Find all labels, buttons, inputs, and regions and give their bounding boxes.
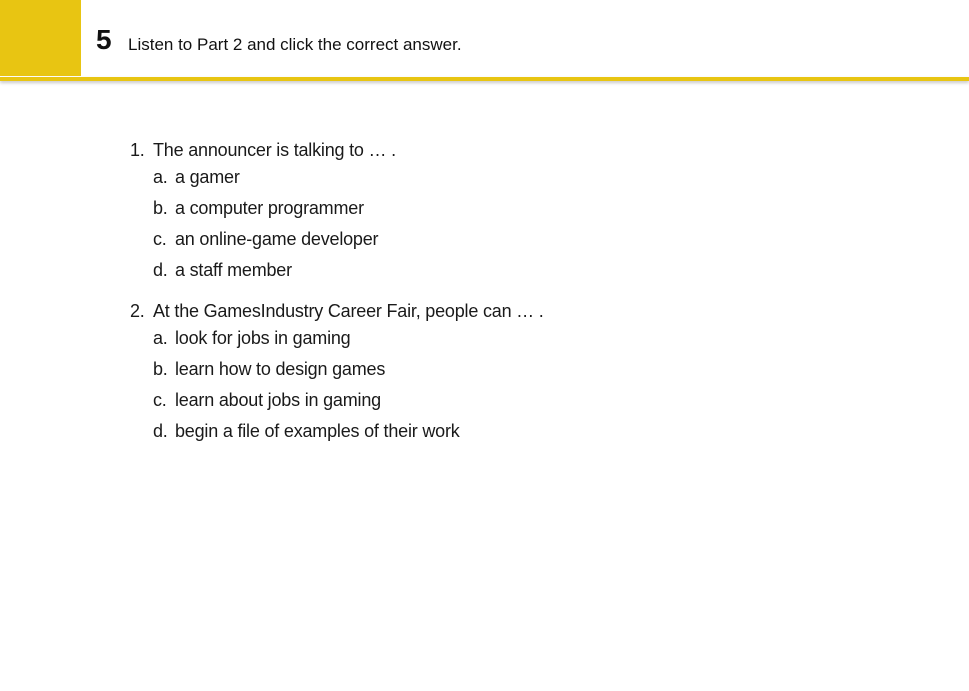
header-divider [0, 77, 969, 81]
answer-options [130, 162, 830, 286]
option-text: an online-game developer [175, 229, 379, 249]
header-accent-block [0, 0, 81, 76]
option-text: a staff member [175, 260, 292, 280]
option-letter: d. [153, 421, 168, 441]
question-text: At the GamesIndustry Career Fair, people can … . [153, 301, 544, 321]
option-letter: b. [153, 198, 168, 218]
option-letter: a. [153, 328, 168, 348]
question-stem [130, 138, 830, 162]
question-number: 1. [130, 140, 145, 160]
answer-option-2d[interactable] [153, 416, 830, 447]
option-letter: c. [153, 390, 167, 410]
option-text: learn how to design games [175, 359, 386, 379]
answer-option-1d[interactable] [153, 255, 830, 286]
option-text: begin a file of examples of their work [175, 421, 460, 441]
option-text: a computer programmer [175, 198, 364, 218]
exercise-instruction: Listen to Part 2 and click the correct answer. [128, 35, 462, 54]
question-number: 2. [130, 301, 145, 321]
answer-option-2c[interactable] [153, 385, 830, 416]
question-1 [130, 138, 830, 286]
question-text: The announcer is talking to … . [153, 140, 396, 160]
option-text: learn about jobs in gaming [175, 390, 381, 410]
question-stem [130, 299, 830, 323]
option-text: look for jobs in gaming [175, 328, 351, 348]
option-letter: c. [153, 229, 167, 249]
question-list [130, 138, 830, 460]
answer-option-2a[interactable] [153, 323, 830, 354]
option-letter: a. [153, 167, 168, 187]
answer-option-1a[interactable] [153, 162, 830, 193]
exercise-header [0, 0, 969, 78]
option-letter: b. [153, 359, 168, 379]
answer-option-1c[interactable] [153, 224, 830, 255]
option-letter: d. [153, 260, 168, 280]
answer-option-1b[interactable] [153, 193, 830, 224]
option-text: a gamer [175, 167, 240, 187]
question-2 [130, 299, 830, 447]
exercise-number: 5 [96, 24, 112, 55]
answer-options [130, 323, 830, 447]
answer-option-2b[interactable] [153, 354, 830, 385]
